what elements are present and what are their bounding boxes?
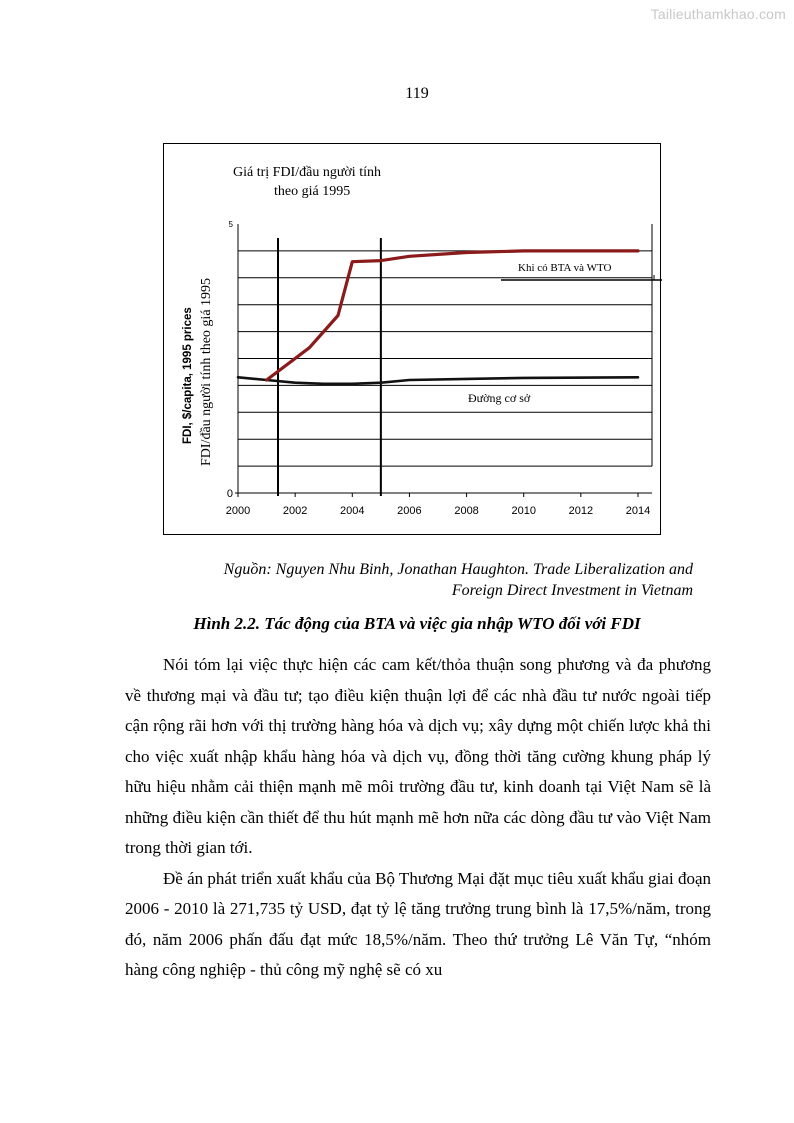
x-tick-label-2002: 2002 — [282, 505, 308, 517]
x-tick-label-2008: 2008 — [454, 505, 479, 517]
grid-layer — [238, 224, 652, 466]
figure-source — [150, 559, 693, 601]
paragraph-2: Đề án phát triển xuất khẩu của Bộ Thương Mại đặt mục tiêu xuất khẩu giai đoạn 2006 - 2010 là 271,735 tỷ USD, đạt tỷ lệ tăng trưởng trung bình là 17,5%/năm, trong đó, năm 2006 phấn đấu đạt mức 18,5%/năm. Theo thứ trưởng Lê Văn Tự, “nhóm hàng công nghiệp - thủ công mỹ nghệ sẽ có xu — [125, 868, 711, 979]
y-axis-label-en: FDI, $/capita, 1995 prices — [182, 307, 194, 444]
figure-caption: Hình 2.2. Tác động của BTA và việc gia nhập WTO đối với FDI — [193, 614, 641, 633]
x-tick-label-2014: 2014 — [625, 505, 651, 517]
body-text — [125, 650, 711, 986]
x-tick-label-2010: 2010 — [511, 505, 536, 517]
chart-inner-title-line2: theo giá 1995 — [274, 184, 351, 199]
chart-inner-title-line1: Giá trị FDI/đầu người tính — [233, 165, 381, 180]
series-line-base — [238, 377, 638, 384]
x-tick-label-2004: 2004 — [340, 505, 365, 517]
watermark: Tailieuthamkhao.com — [650, 6, 786, 22]
y-tick-label-0: 0 — [226, 488, 233, 500]
y-tick-label-5: 5 — [228, 220, 233, 229]
y-axis-label-vi: FDI/đầu người tính theo giá 1995 — [199, 277, 214, 466]
page-number: 119 — [405, 85, 429, 102]
source-line-1: Nguồn: Nguyen Nhu Binh, Jonathan Haughton. Trade Liberalization and — [223, 561, 693, 578]
paragraph-1: Nói tóm lại việc thực hiện các cam kết/thỏa thuận song phương và đa phương về thương mại và đầu tư; tạo điều kiện thuận lợi để các nhà đầu tư nước ngoài tiếp cận rộng rãi hơn với thị trường hàng hóa và dịch vụ; xây dựng một chiến lược khả thi cho việc xuất nhập khẩu hàng hóa và dịch vụ, đồng thời tăng cường khung pháp lý hữu hiệu nhằm cải thiện mạnh mẽ môi trường đầu tư, kinh doanh tại Việt Nam sẽ là những điều kiện cần thiết để thu hút mạnh mẽ hơn nữa các dòng đầu tư vào Việt Nam trong thời gian tới. — [125, 655, 711, 857]
source-line-2: Foreign Direct Investment in Vietnam — [451, 582, 693, 599]
fdi-chart — [164, 144, 662, 536]
series-label-bta: Khi có BTA và WTO — [518, 262, 612, 274]
x-tick-label-2012: 2012 — [568, 505, 594, 517]
x-tick-label-2006: 2006 — [397, 505, 422, 517]
figure-frame — [163, 143, 661, 535]
x-tick-label-2000: 2000 — [225, 505, 251, 517]
marker-layer — [278, 238, 381, 496]
series-label-base: Đường cơ sở — [468, 391, 531, 405]
